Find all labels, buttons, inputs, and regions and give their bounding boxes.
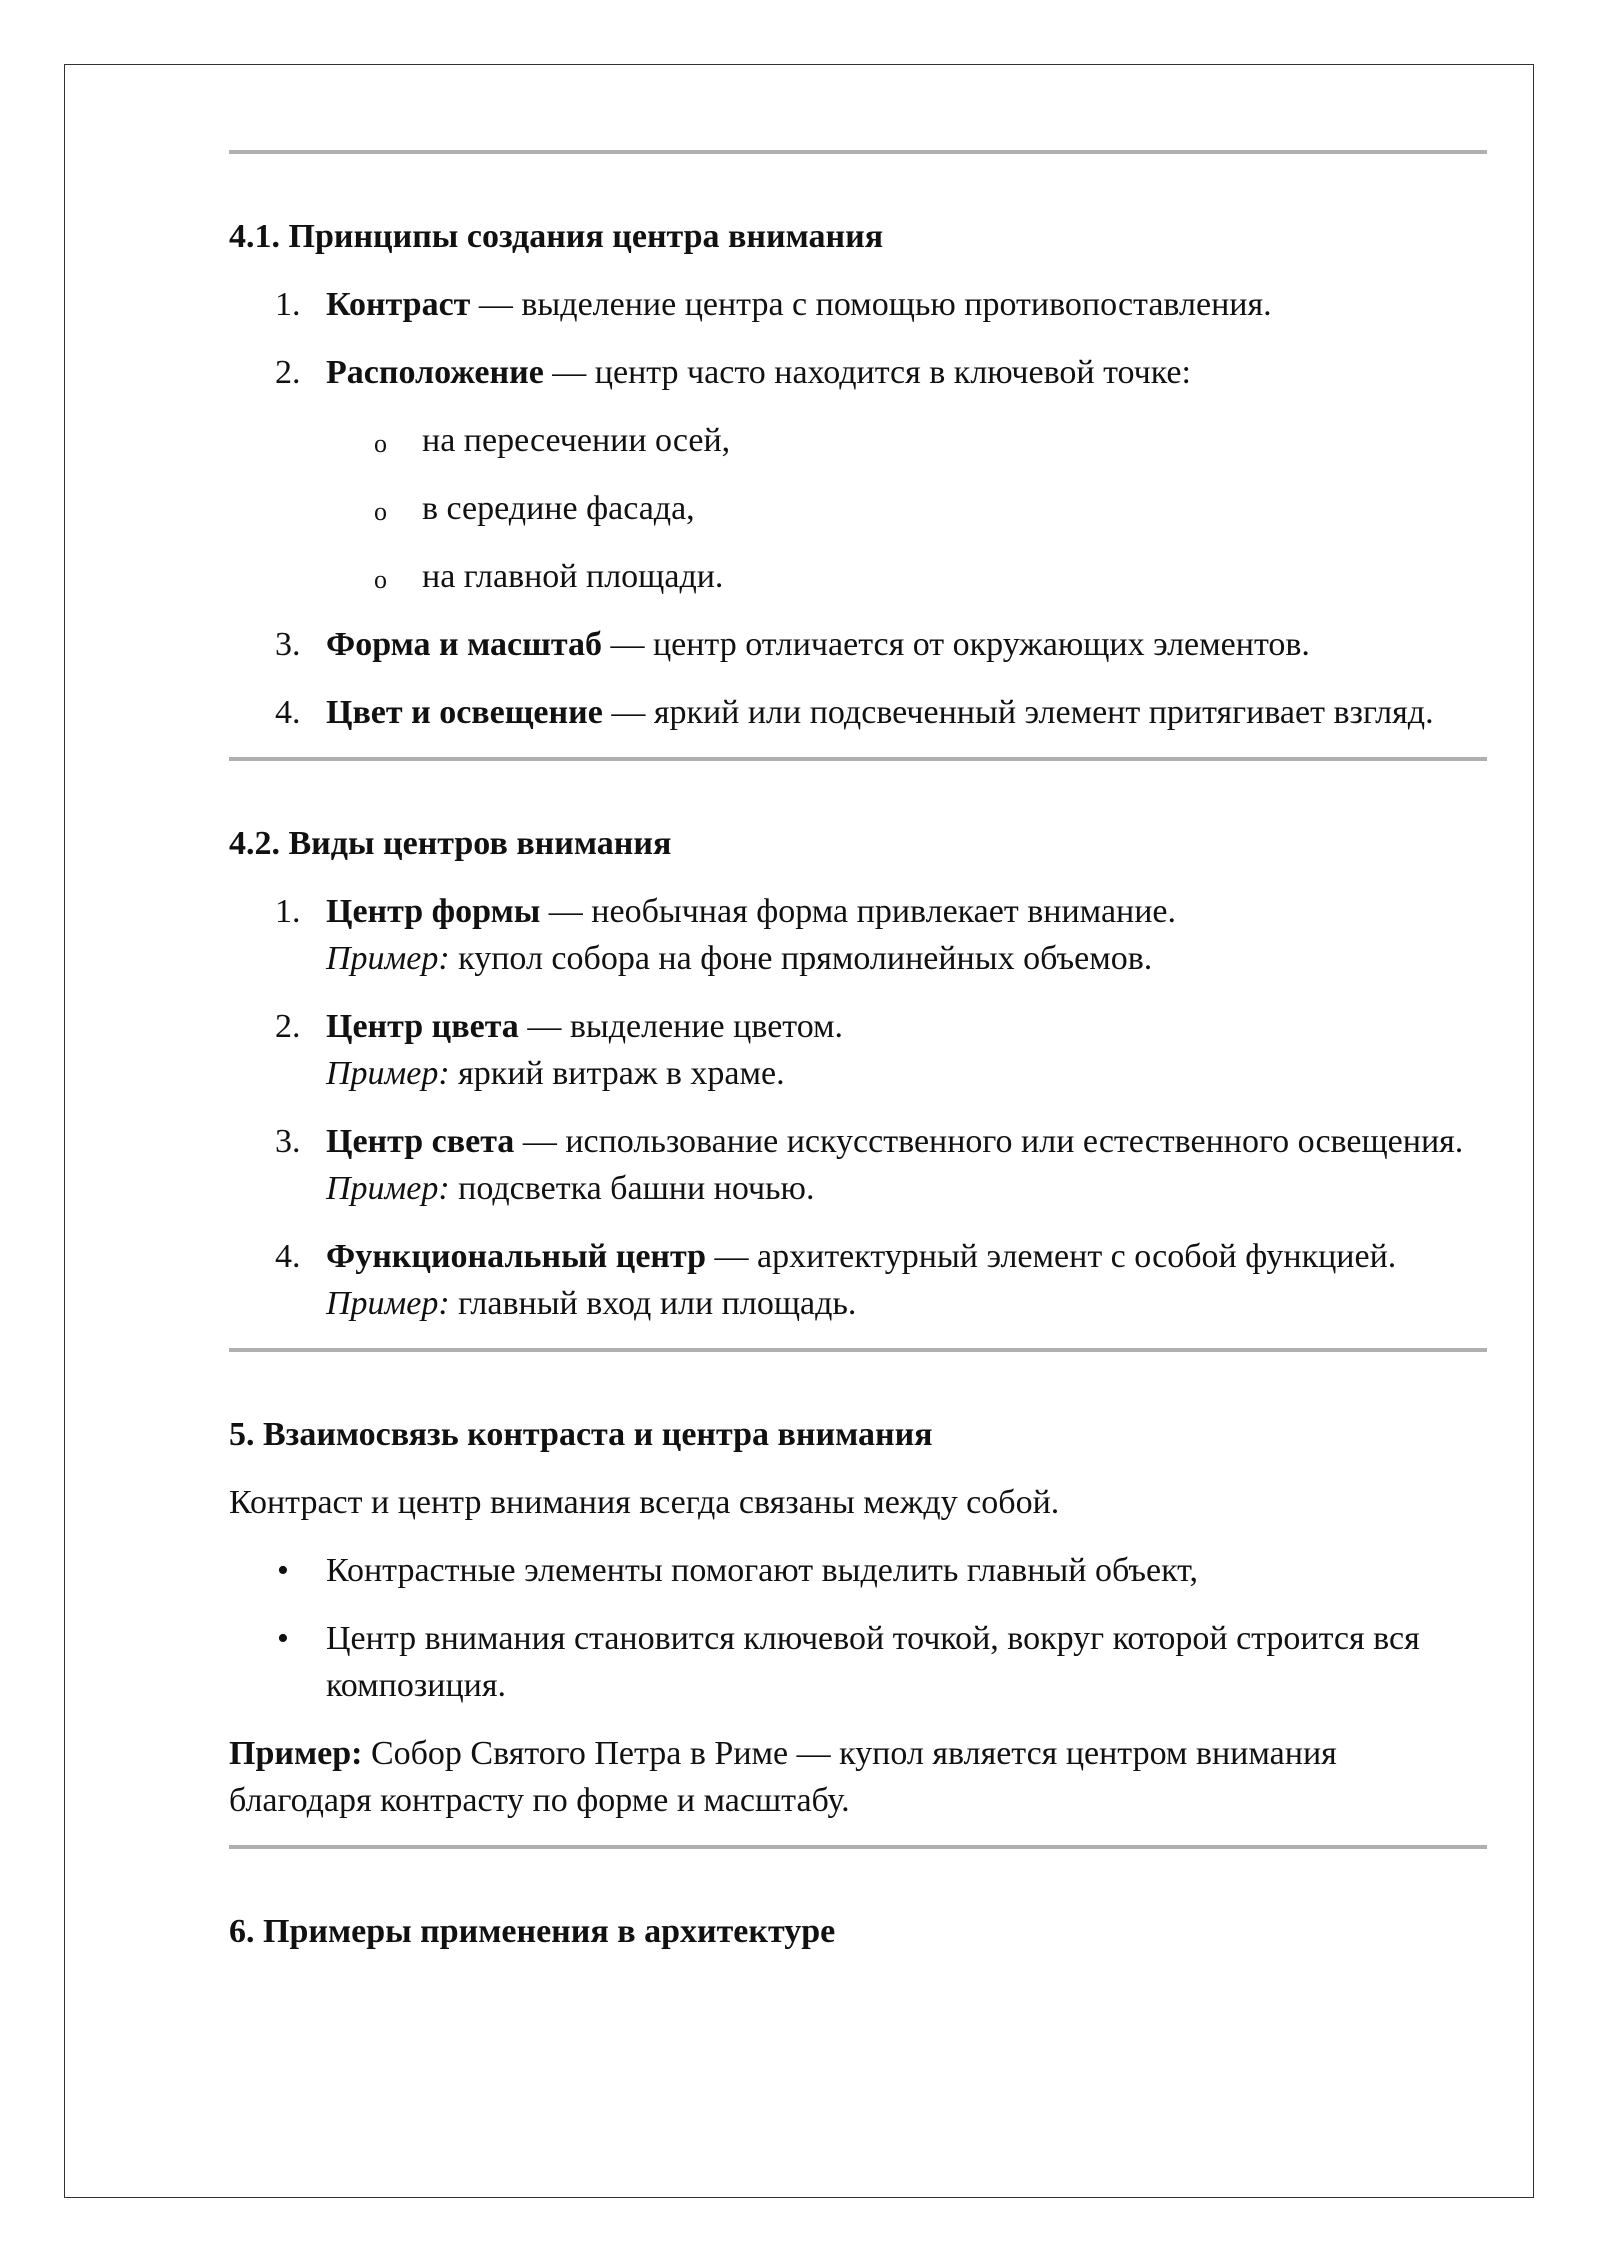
list-item xyxy=(229,621,1487,668)
bullet-text: Контрастные элементы помогают выделить главный объект, xyxy=(326,1552,1198,1589)
item-text: — выделение центра с помощью противопоставления. xyxy=(470,286,1272,323)
sub-list-item xyxy=(229,553,1487,600)
horizontal-rule xyxy=(229,1348,1487,1352)
sub-list-item xyxy=(229,417,1487,464)
section-6-heading: 6. Примеры применения в архитектуре xyxy=(229,1913,836,1950)
example-label: Пример: xyxy=(326,1285,450,1322)
sub-item-text: на главной площади. xyxy=(422,558,724,595)
item-text: — архитектурный элемент с особой функцией. xyxy=(706,1238,1397,1275)
item-term: Функциональный центр xyxy=(326,1238,707,1275)
item-text: — центр отличается от окружающих элементов. xyxy=(601,626,1310,663)
sub-list-item xyxy=(229,485,1487,532)
sublist-container xyxy=(229,417,1487,600)
example-label: Пример: xyxy=(229,1735,363,1772)
example-text: главный вход или площадь. xyxy=(449,1285,857,1322)
section-5-intro: Контраст и центр внимания всегда связаны между собой. xyxy=(229,1484,1060,1521)
list-number: 2. xyxy=(275,354,301,391)
list-item xyxy=(229,1547,1487,1594)
circle-bullet-icon: o xyxy=(374,565,387,594)
example-text: Собор Святого Петра в Риме — купол является центром внимания благодаря контрасту по форме и масштабу. xyxy=(229,1735,1337,1819)
horizontal-rule xyxy=(229,1845,1487,1849)
list-number: 3. xyxy=(275,626,301,663)
section-4-2-list xyxy=(229,888,1487,1327)
item-term: Центр формы xyxy=(326,893,541,930)
circle-bullet-icon: o xyxy=(374,429,387,458)
example-text: купол собора на фоне прямолинейных объемов. xyxy=(449,940,1153,977)
list-item xyxy=(229,888,1487,982)
sub-item-text: на пересечении осей, xyxy=(422,422,731,459)
list-number: 4. xyxy=(275,1238,301,1275)
item-term: Форма и масштаб xyxy=(326,626,602,663)
list-item xyxy=(229,1233,1487,1327)
section-4-1-list xyxy=(229,281,1487,736)
list-item xyxy=(229,1003,1487,1097)
sub-list xyxy=(229,417,1487,600)
example-label: Пример: xyxy=(326,1055,450,1092)
bullet-icon: • xyxy=(277,1620,289,1657)
list-number: 1. xyxy=(275,286,301,323)
item-term: Центр цвета xyxy=(326,1008,519,1045)
bullet-icon: • xyxy=(277,1552,289,1589)
item-term: Цвет и освещение xyxy=(326,694,603,731)
list-item xyxy=(229,281,1487,328)
horizontal-rule xyxy=(229,150,1487,154)
example-label: Пример: xyxy=(326,1170,450,1207)
list-item xyxy=(229,1615,1487,1709)
list-number: 2. xyxy=(275,1008,301,1045)
list-number: 4. xyxy=(275,694,301,731)
section-4-1-heading: 4.1. Принципы создания центра внимания xyxy=(229,218,884,255)
example-text: подсветка башни ночью. xyxy=(449,1170,815,1207)
sub-item-text: в середине фасада, xyxy=(422,490,695,527)
document-body xyxy=(229,150,1487,1955)
section-4-2-heading: 4.2. Виды центров внимания xyxy=(229,825,672,862)
item-text: — использование искусственного или естественного освещения. xyxy=(514,1123,1464,1160)
list-item xyxy=(229,349,1487,396)
section-5-example xyxy=(229,1730,1487,1824)
section-5-heading: 5. Взаимосвязь контраста и центра внимания xyxy=(229,1416,933,1453)
item-term: Центр света xyxy=(326,1123,515,1160)
list-number: 3. xyxy=(275,1123,301,1160)
list-item xyxy=(229,689,1487,736)
example-text: яркий витраж в храме. xyxy=(449,1055,785,1092)
list-number: 1. xyxy=(275,893,301,930)
example-label: Пример: xyxy=(326,940,450,977)
section-5-bullet-list xyxy=(229,1547,1487,1709)
item-term: Расположение xyxy=(326,354,544,391)
item-text: — выделение цветом. xyxy=(518,1008,844,1045)
item-term: Контраст xyxy=(326,286,471,323)
list-item xyxy=(229,1118,1487,1212)
item-text: — необычная форма привлекает внимание. xyxy=(540,893,1177,930)
item-text: — яркий или подсвеченный элемент притягивает взгляд. xyxy=(602,694,1434,731)
circle-bullet-icon: o xyxy=(374,497,387,526)
bullet-text: Центр внимания становится ключевой точкой, вокруг которой строится вся композиция. xyxy=(326,1620,1420,1704)
horizontal-rule xyxy=(229,757,1487,761)
item-text: — центр часто находится в ключевой точке: xyxy=(543,354,1191,391)
